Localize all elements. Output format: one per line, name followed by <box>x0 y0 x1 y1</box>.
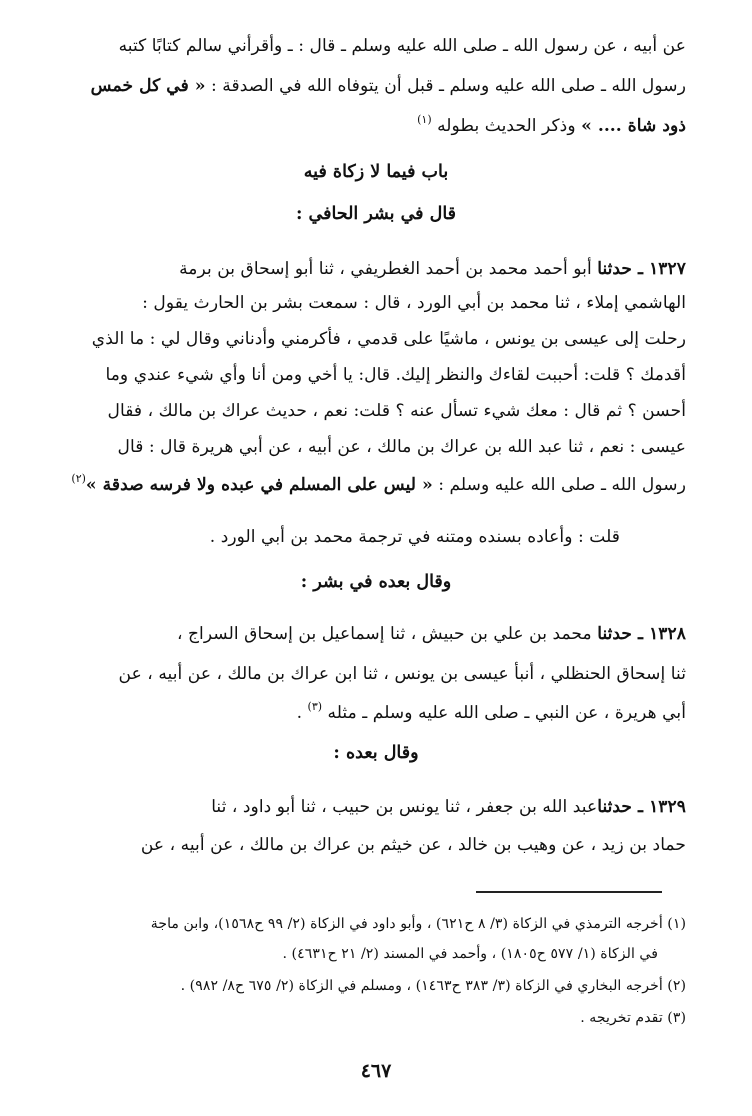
text-span: أبو أحمد محمد بن أحمد الغطريفي ، ثنا أبو إسحاق بن برمة <box>179 259 592 279</box>
text-line <box>177 624 686 644</box>
intro-paragraph <box>66 36 686 136</box>
hadith-text: « في كل خمس <box>90 76 206 96</box>
text-line: رسول الله ـ صلى الله عليه وسلم ـ قبل أن يتوفاه الله في الصدقة : « في كل خمس <box>90 76 686 96</box>
subheading: وقال بعده : <box>333 743 419 763</box>
page-number: ٤٦٧ <box>360 1060 392 1082</box>
text-line: حماد بن زيد ، عن وهيب بن خالد ، عن خيثم بن عراك بن مالك ، عن أبيه ، عن <box>140 835 686 855</box>
hadith-number: ١٣٢٩ ـ حدثنا <box>597 797 686 817</box>
editor-note: قلت : وأعاده بسنده ومتنه في ترجمة محمد بن أبي الورد . <box>209 527 620 547</box>
footnote: (٣) تقدم تخريجه . <box>580 1010 686 1026</box>
footnote-ref: (٢) <box>71 472 86 485</box>
text-line: الهاشمي إملاء ، ثنا محمد بن أبي الورد ، قال : سمعت بشر بن الحارث يقول : <box>142 293 686 313</box>
footnotes <box>66 915 686 1035</box>
subheading: وقال بعده في بشر : <box>300 572 452 592</box>
text-line: عيسى : نعم ، ثنا عبد الله بن عراك بن مالك ، عن أبيه ، عن أبي هريرة قال : قال <box>117 437 686 457</box>
text-line: عن أبيه ، عن رسول الله ـ صلى الله عليه وسلم ـ قال : ـ وأقرأني سالم كتابًا كتبه <box>118 36 686 56</box>
footnote: (١) أخرجه الترمذي في الزكاة (٣/ ٨ ح٦٢١) ، وأبو داود في الزكاة (٢/ ٩٩ ح١٥٦٨)، وابن ماجة <box>150 916 686 932</box>
footnote: في الزكاة (١/ ٥٧٧ ح١٨٠٥) ، وأحمد في المسند (٢/ ٢١ ح٤٦٣١) . <box>282 946 658 962</box>
text-line: أحسن ؟ ثم قال : معك شيء تسأل عنه ؟ قلت: نعم ، حديث عراك بن مالك ، فقال <box>107 401 686 421</box>
hadith-text: « ليس على المسلم في عبده ولا فرسه صدقة » <box>85 475 433 495</box>
hadith-number: ١٣٢٨ ـ حدثنا <box>597 624 686 644</box>
text-line <box>296 700 686 725</box>
hadith-number: ١٣٢٧ ـ حدثنا <box>597 259 686 279</box>
text-span: عبد الله بن جعفر ، ثنا يونس بن حبيب ، ثنا أبو داود ، ثنا <box>211 797 598 817</box>
hadith-1328 <box>66 624 686 734</box>
footnote-divider <box>476 891 662 893</box>
hadith-text: ذود شاة .... » <box>581 116 686 136</box>
text-line <box>71 472 686 497</box>
footnote: (٢) أخرجه البخاري في الزكاة (٣/ ٣٨٣ ح١٤٦٣) ، ومسلم في الزكاة (٢/ ٦٧٥ ح٨/ ٩٨٢) . <box>180 978 686 994</box>
subheading: قال في بشر الحافي : <box>295 204 457 224</box>
text-line: أقدمك ؟ قلت: أحببت لقاءك والنظر إليك. قال: يا أخي ومن أنا وأي شيء عندي وما <box>105 365 686 385</box>
footnote-ref: (٣) <box>307 700 323 713</box>
text-line: ثنا إسحاق الحنظلي ، أنبأ عيسى بن يونس ، ثنا ابن عراك بن مالك ، عن أبيه ، عن <box>118 664 686 684</box>
hadith-1329 <box>66 797 686 867</box>
text-line <box>179 259 686 279</box>
text-span: أبي هريرة ، عن النبي ـ صلى الله عليه وسلم ـ مثله <box>327 703 686 723</box>
text-line <box>211 797 686 817</box>
text-span: رسول الله ـ صلى الله عليه وسلم : <box>432 475 686 495</box>
hadith-1327 <box>66 259 686 549</box>
chapter-title: باب فيما لا زكاة فيه <box>303 162 449 182</box>
text-line: ذود شاة .... » وذكر الحديث بطوله $^{(١)}$ <box>417 113 686 136</box>
text-span: . <box>296 703 308 723</box>
footnote-ref: (١) <box>417 113 432 126</box>
text-span: محمد بن علي بن حبيش ، ثنا إسماعيل بن إسحاق السراج ، <box>176 624 592 644</box>
text-line: رحلت إلى عيسى بن يونس ، ماشيًا على قدمي ، فأكرمني وأدناني وقال لي : ما الذي <box>91 329 686 349</box>
